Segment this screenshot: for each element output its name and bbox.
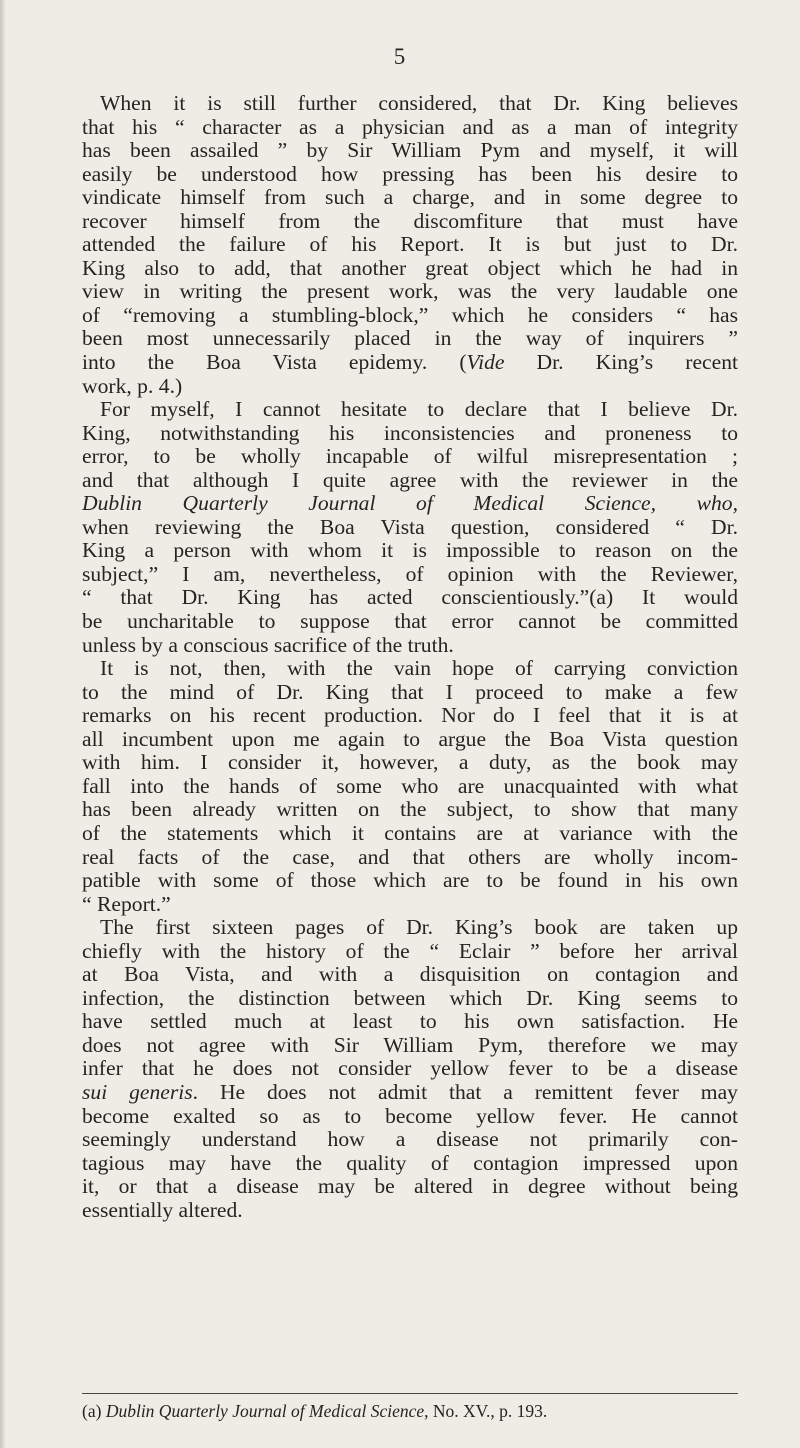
text-line: King, notwithstanding his inconsistencies and proneness to	[82, 421, 738, 445]
footnote-separator	[82, 1393, 738, 1394]
text-line: vindicate himself from such a charge, and in some degree to	[82, 186, 738, 210]
text-line: infection, the distinction between which Dr. King seems to	[82, 986, 738, 1010]
text-line: Dublin Quarterly Journal of Medical Science, who,	[82, 492, 738, 516]
text-line: with him. I consider it, however, a duty, as the book may	[82, 751, 738, 775]
text-line: all incumbent upon me again to argue the Boa Vista question	[82, 727, 738, 751]
text-line: into the Boa Vista epidemy. (Vide Dr. King’s recent	[82, 351, 738, 375]
text-line: fall into the hands of some who are unacquainted with what	[82, 774, 738, 798]
text-line: at Boa Vista, and with a disquisition on contagion and	[82, 963, 738, 987]
text-line: error, to be wholly incapable of wilful misrepresentation ;	[82, 445, 738, 469]
text-line: it, or that a disease may be altered in degree without being	[82, 1175, 738, 1199]
text-line: that his “ character as a physician and as a man of integrity	[82, 115, 738, 139]
text-line: When it is still further considered, that Dr. King believes	[100, 92, 738, 115]
text-line: tagious may have the quality of contagion impressed upon	[82, 1151, 738, 1175]
text-line: easily be understood how pressing has been his desire to	[82, 162, 738, 186]
page-edge	[0, 0, 6, 1448]
text-line: work, p. 4.)	[82, 374, 183, 398]
text-line: does not agree with Sir William Pym, therefore we may	[82, 1033, 738, 1057]
text-line: chiefly with the history of the “ Eclair ” before her arrival	[82, 939, 738, 963]
text-line: been most unnecessarily placed in the way of inquirers ”	[82, 327, 738, 351]
text-line: For myself, I cannot hesitate to declare that I believe Dr.	[100, 398, 738, 422]
page-number: 5	[393, 44, 407, 69]
body-text	[82, 92, 738, 1222]
text-line: infer that he does not consider yellow fever to be a disease	[82, 1057, 738, 1081]
text-line: sui generis. He does not admit that a remittent fever may	[82, 1080, 738, 1104]
text-line: essentially altered.	[82, 1198, 243, 1222]
text-line: unless by a conscious sacrifice of the truth.	[82, 633, 454, 657]
text-line: has been already written on the subject, to show that many	[82, 798, 738, 822]
text-line: King a person with whom it is impossible to reason on the	[82, 539, 738, 563]
text-line: King also to add, that another great object which he had in	[82, 256, 738, 280]
text-line: remarks on his recent production. Nor do I feel that it is at	[82, 704, 738, 728]
text-line: patible with some of those which are to be found in his own	[82, 869, 738, 893]
text-line: seemingly understand how a disease not primarily con-	[82, 1128, 738, 1152]
text-line: It is not, then, with the vain hope of carrying conviction	[100, 657, 738, 681]
text-line: have settled much at least to his own satisfaction. He	[82, 1010, 738, 1034]
text-line: attended the failure of his Report. It is but just to Dr.	[82, 233, 738, 257]
text-line: “ Report.”	[82, 892, 171, 916]
text-line: become exalted so as to become yellow fever. He cannot	[82, 1104, 738, 1128]
text-line: to the mind of Dr. King that I proceed to make a few	[82, 680, 738, 704]
text-line: recover himself from the discomfiture that must have	[82, 209, 738, 233]
text-line: of the statements which it contains are at variance with the	[82, 821, 738, 845]
text-line: view in writing the present work, was the very laudable one	[82, 280, 738, 304]
footnote: (a) Dublin Quarterly Journal of Medical Science, No. XV., p. 193.	[82, 1401, 548, 1421]
text-line: be uncharitable to suppose that error cannot be committed	[82, 610, 738, 634]
text-line: of “removing a stumbling-block,” which he considers “ has	[82, 303, 738, 327]
text-line: “ that Dr. King has acted conscientiously.”(a) It would	[82, 586, 738, 610]
text-line: The first sixteen pages of Dr. King’s book are taken up	[100, 916, 738, 940]
text-line: when reviewing the Boa Vista question, considered “ Dr.	[82, 515, 738, 539]
text-line: real facts of the case, and that others are wholly incom-	[82, 845, 738, 869]
text-line: subject,” I am, nevertheless, of opinion with the Reviewer,	[82, 562, 738, 586]
text-line: and that although I quite agree with the reviewer in the	[82, 468, 738, 492]
text-line: has been assailed ” by Sir William Pym and myself, it will	[82, 139, 738, 163]
